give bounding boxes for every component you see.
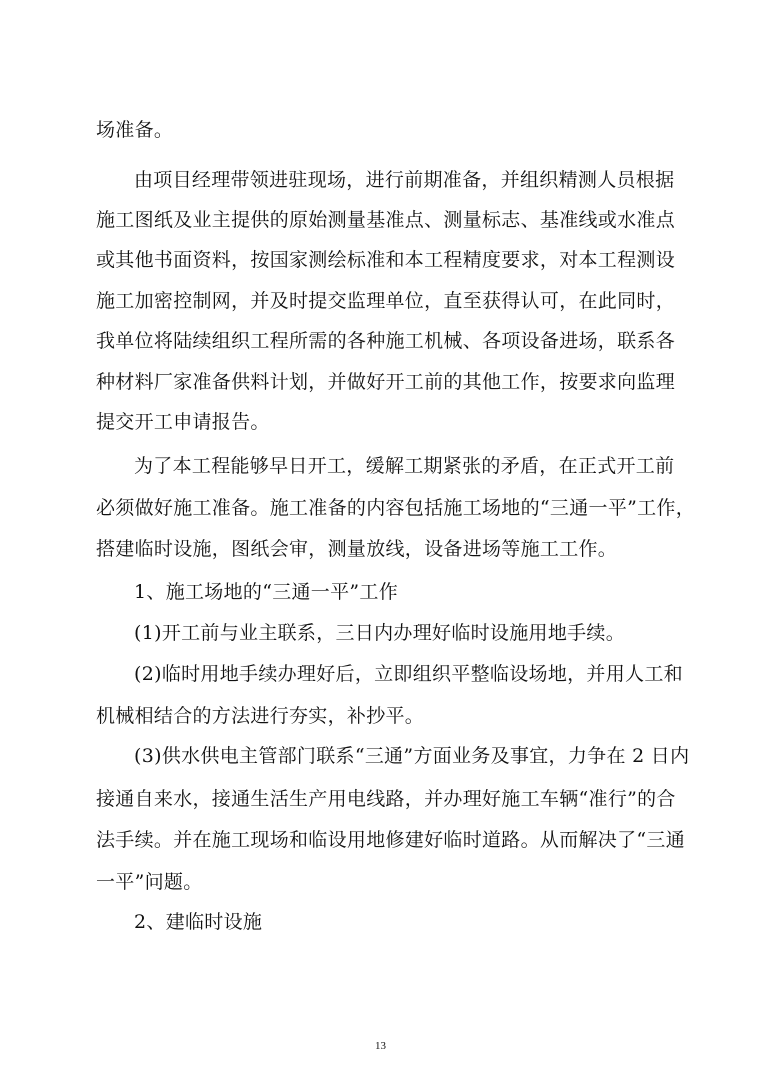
- text-line: 机械相结合的方法进行夯实，补抄平。: [96, 705, 425, 727]
- text-line: 施工加密控制网，并及时提交监理单位，直至获得认可，在此同时，: [96, 290, 676, 312]
- text-line: 种材料厂家准备供料计划，并做好开工前的其他工作，按要求向监理: [96, 371, 676, 393]
- text-line: (1)开工前与业主联系，三日内办理好临时设施用地手续。: [134, 622, 626, 644]
- page-number: 13: [375, 1040, 386, 1052]
- text-line: 必须做好施工准备。施工准备的内容包括施工场地的“三通一平”工作，: [96, 497, 696, 519]
- text-line: (2)临时用地手续办理好后，立即组织平整临设场地，并用人工和: [134, 663, 683, 685]
- text-line: 搭建临时设施，图纸会审，测量放线，设备进场等施工工作。: [96, 538, 618, 560]
- text-line: 接通自来水，接通生活生产用电线路，并办理好施工车辆“准行”的合: [96, 788, 676, 810]
- text-line: 由项目经理带领进驻现场，进行前期准备，并组织精测人员根据: [134, 169, 675, 191]
- text-line: 法手续。并在施工现场和临设用地修建好临时道路。从而解决了“三通: [96, 829, 686, 851]
- text-line: 或其他书面资料，按国家测绘标准和本工程精度要求，对本工程测设: [96, 249, 676, 271]
- section-heading: 1、施工场地的“三通一平”工作: [134, 581, 399, 603]
- section-heading: 2、建临时设施: [134, 911, 263, 933]
- text-line: 我单位将陆续组织工程所需的各种施工机械、各项设备进场，联系各: [96, 330, 676, 352]
- text-line: 为了本工程能够早日开工，缓解工期紧张的矛盾，在正式开工前: [134, 455, 675, 477]
- text-line: 一平”问题。: [96, 871, 203, 893]
- text-line: 场准备。: [96, 119, 174, 141]
- text-line: 提交开工申请报告。: [96, 411, 270, 433]
- text-line: 施工图纸及业主提供的原始测量基准点、测量标志、基准线或水准点: [96, 209, 676, 231]
- text-line: (3)供水供电主管部门联系“三通”方面业务及事宜，力争在 2 日内: [134, 745, 690, 767]
